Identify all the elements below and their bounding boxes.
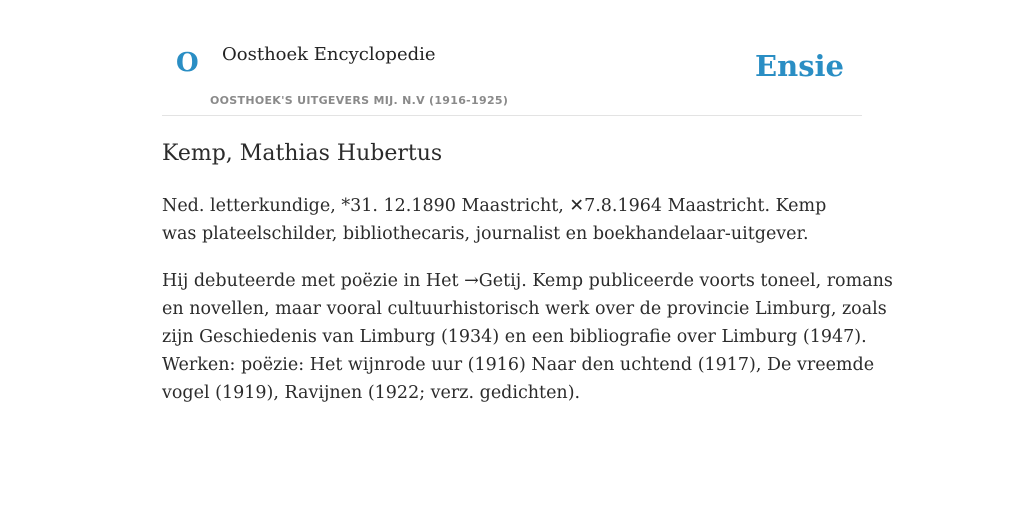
source-title[interactable]: Oosthoek Encyclopedie <box>222 44 436 65</box>
source-logo[interactable]: O <box>176 48 199 78</box>
paragraph-line: vogel (1919), Ravijnen (1922; verz. gedichten). <box>162 383 581 403</box>
paragraph-line: en novellen, maar vooral cultuurhistorisch werk over de provincie Limburg, zoals <box>162 299 887 319</box>
article-paragraph-1: Ned. letterkundige, *31. 12.1890 Maastricht, ✕7.8.1964 Maastricht. Kemp was plateelschilder, bibliothecaris, journalist en boekhandelaar-uitgever. <box>162 196 827 244</box>
article-page <box>162 0 893 403</box>
article-paragraph-2 <box>162 267 893 407</box>
paragraph-line: zijn Geschiedenis van Limburg (1934) en een bibliografie over Limburg (1947). <box>162 327 867 347</box>
paragraph-line <box>162 267 893 295</box>
paragraph-text: . Kemp publiceerde voorts toneel, romans <box>521 271 893 291</box>
paragraph-line: Werken: poëzie: Het wijnrode uur (1916) Naar den uchtend (1917), De vreemde <box>162 355 875 375</box>
cross-reference-link[interactable]: →Getij <box>464 271 522 291</box>
article-title: Kemp, Mathias Hubertus <box>162 141 443 166</box>
ensie-logo-link[interactable]: Ensie <box>755 49 844 83</box>
source-header <box>162 0 862 116</box>
source-publisher: OOSTHOEK'S UITGEVERS MIJ. N.V (1916-1925) <box>210 94 509 107</box>
paragraph-text: Hij debuteerde met poëzie in Het <box>162 271 465 291</box>
